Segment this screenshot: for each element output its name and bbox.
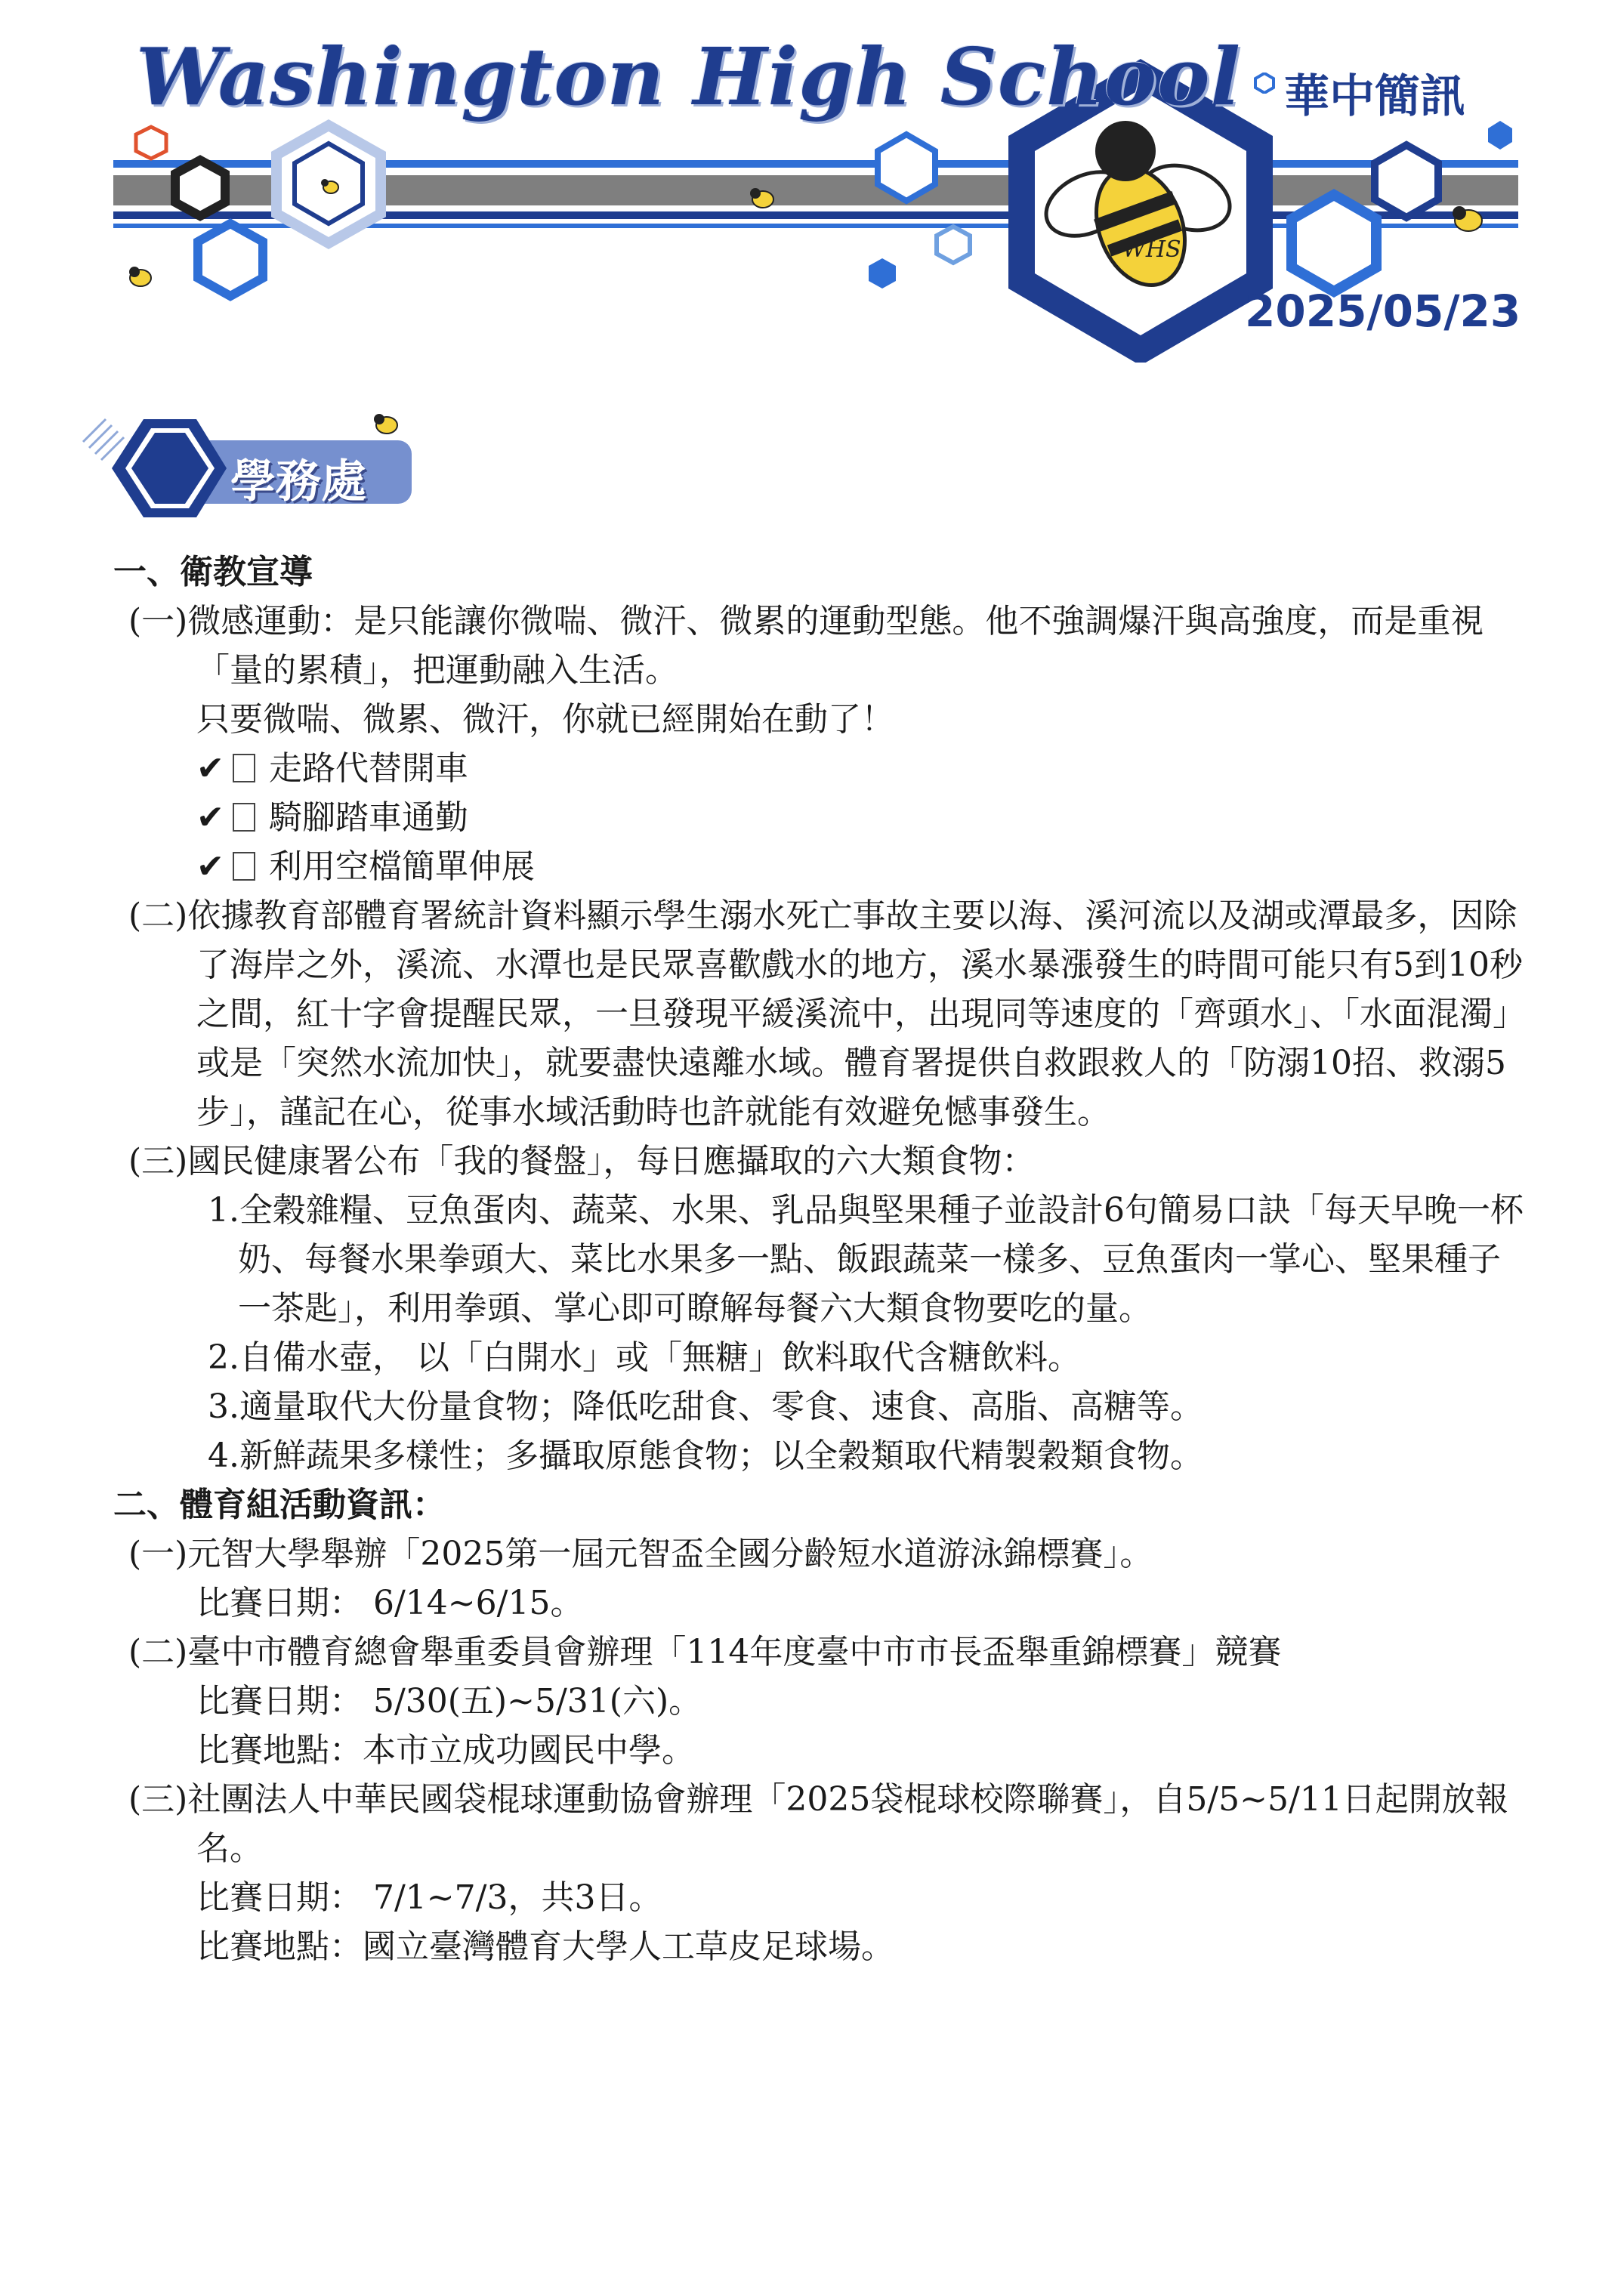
event-date: 比賽日期： 7/1~7/3，共3日。 (196, 1878, 662, 1917)
hexagon-decoration (175, 160, 225, 216)
checkbox-icon (233, 803, 255, 832)
check-mark-icon: ✔ (196, 798, 224, 837)
hexagon-decoration (198, 224, 263, 296)
check-item-text: 走路代替開車 (269, 749, 468, 788)
hexagon-bullet-icon (1254, 73, 1275, 94)
hexagon-decoration (937, 227, 970, 263)
paragraph-swimming-event (113, 1529, 1526, 1579)
numbered-point: 1.全穀雜糧、豆魚蛋肉、蔬菜、水果、乳品與堅果種子並設計6句簡易口訣「每天早晚一杯奶、每餐水果拳頭大、菜比水果多一點、飯跟蔬菜一樣多、豆魚蛋肉一掌心、堅果種子一茶匙」，利用拳頭、掌心即可瞭解每餐六大類食物要吃的量。 (208, 1191, 1524, 1328)
hexagon-decoration (869, 258, 896, 289)
newsletter-body (113, 548, 1526, 1971)
check-item-text: 利用空檔簡單伸展 (269, 847, 535, 886)
bee-icon (129, 267, 151, 286)
section-title: 學務處 (230, 455, 366, 508)
paragraph-text: 社團法人中華民國袋棍球運動協會辦理「2025袋棍球校際聯賽」，自5/5~5/11日起開放報名。 (187, 1780, 1508, 1868)
logo-text: WHS (1122, 236, 1181, 263)
event-date: 比賽日期： 6/14~6/15。 (196, 1584, 584, 1622)
event-date: 比賽日期： 5/30(五)~5/31(六)。 (196, 1682, 702, 1721)
paragraph-weightlifting-event (113, 1628, 1526, 1677)
check-mark-icon: ✔ (196, 847, 224, 886)
numbered-point: 2.自備水壺， 以「白開水」或「無糖」飲料取代含糖飲料。 (208, 1338, 1081, 1377)
heading-health-education: 一、衛教宣導 (113, 553, 313, 591)
hexagon-decoration (1488, 121, 1512, 150)
paragraph-lacrosse-event (113, 1775, 1526, 1873)
hexagon-decoration (1292, 195, 1376, 292)
item-marker: (一) (128, 1535, 188, 1573)
newsletter-brand: 華中簡訊 (1284, 70, 1465, 123)
item-marker: (三) (128, 1780, 188, 1819)
paragraph-text: 微感運動：是只能讓你微喘、微汗、微累的運動型態。他不強調爆汗與高強度，而是重視「量的累積」，把運動融入生活。 (187, 602, 1484, 690)
item-marker: (二) (128, 1633, 188, 1671)
hexagon-decoration (136, 127, 166, 159)
numbered-point: 4.新鮮蔬果多樣性；多攝取原態食物；以全穀類取代精製穀類食物。 (208, 1437, 1203, 1475)
item-marker: (一) (128, 602, 188, 640)
event-place: 比賽地點：本市立成功國民中學。 (196, 1731, 695, 1770)
paragraph-text: 臺中市體育總會舉重委員會辦理「114年度臺中市市長盃舉重錦標賽」競賽 (187, 1633, 1282, 1671)
numbered-point: 3.適量取代大份量食物；降低吃甜食、零食、速食、高脂、高糖等。 (208, 1387, 1203, 1426)
paragraph-micro-exercise (113, 597, 1526, 695)
bee-icon (1453, 206, 1482, 231)
paragraph-text: 依據教育部體育署統計資料顯示學生溺水死亡事故主要以海、溪河流以及湖或潭最多，因除了海岸之外，溪流、水潭也是民眾喜歡戲水的地方，溪水暴漲發生的時間可能只有5到10秒之間，紅十字會提醒民眾，一旦發現平緩溪流中，出現同等速度的「齊頭水」、「水面混濁」或是「突然水流加快」，就要盡快遠離水域。體育署提供自救跟救人的「防溺10招、救溺5步」，謹記在心，從事水域活動時也許就能有效避免憾事發生。 (187, 897, 1526, 1131)
item-marker: (三) (128, 1142, 188, 1180)
paragraph-my-plate (113, 1137, 1526, 1186)
event-place: 比賽地點：國立臺灣體育大學人工草皮足球場。 (196, 1927, 894, 1966)
newsletter-header (0, 0, 1624, 363)
hexagon-decoration (878, 134, 935, 201)
checkbox-icon (233, 852, 255, 881)
check-item (113, 842, 1526, 891)
heading-sports-info: 二、體育組活動資訊： (113, 1486, 446, 1524)
paragraph-line: 只要微喘、微累、微汗，你就已經開始在動了！ (196, 700, 894, 739)
hexagon-decoration (1375, 145, 1438, 218)
paragraph-text: 元智大學舉辦「2025第一屆元智盃全國分齡短水道游泳錦標賽」。 (187, 1535, 1153, 1573)
school-name: Washington High School (136, 30, 1241, 123)
paragraph-text: 國民健康署公布「我的餐盤」，每日應攝取的六大類食物： (187, 1142, 1036, 1180)
checkbox-icon (233, 754, 255, 782)
item-marker: (二) (128, 897, 188, 935)
check-item (113, 793, 1526, 842)
check-item (113, 744, 1526, 793)
check-item-text: 騎腳踏車通勤 (269, 798, 468, 837)
issue-date: 2025/05/23 (1245, 285, 1521, 337)
check-mark-icon: ✔ (196, 749, 224, 788)
paragraph-drowning-prevention (113, 891, 1526, 1137)
